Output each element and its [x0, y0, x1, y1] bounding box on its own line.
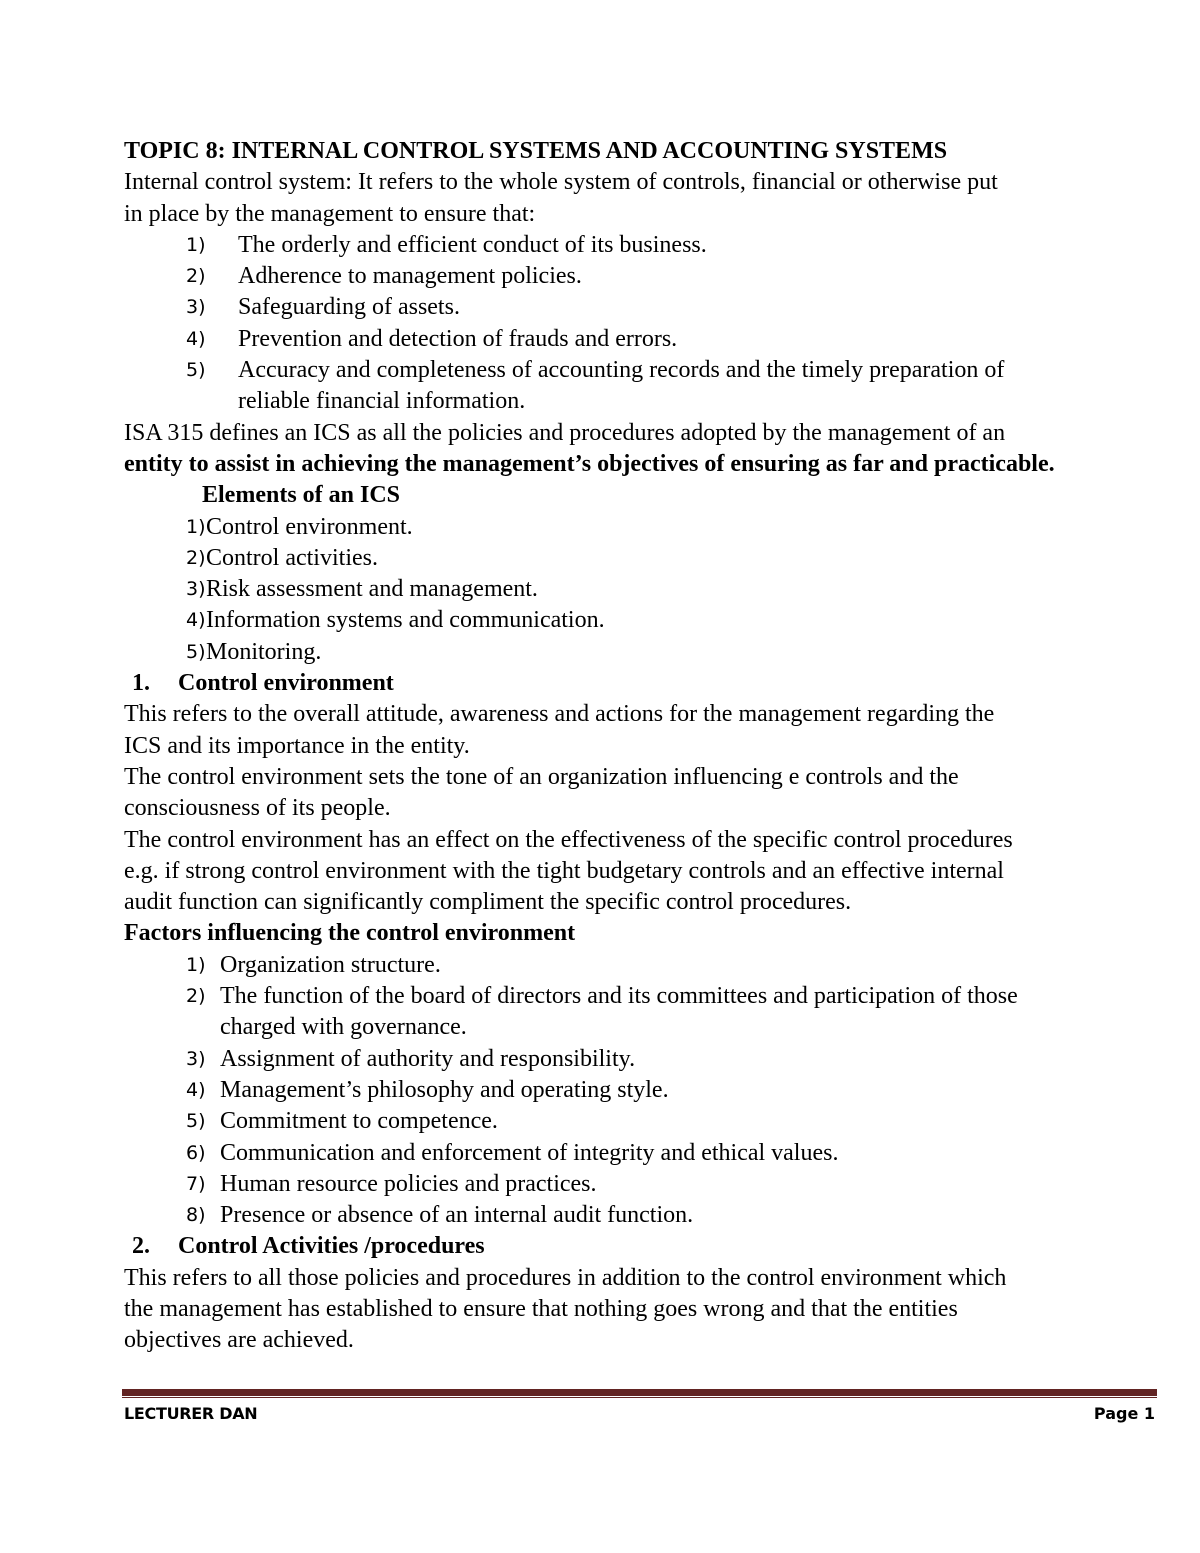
- section-1-heading: [124, 668, 1164, 699]
- isa-line-2: entity to assist in achieving the management’s objectives of ensuring as far and practicable.: [124, 450, 1055, 477]
- list-item-text: Risk assessment and management.: [206, 576, 538, 603]
- section-title: Control Activities /procedures: [178, 1233, 485, 1260]
- list-item-text: Prevention and detection of frauds and errors.: [238, 325, 678, 352]
- list-item-continuation: charged with governance.: [220, 1014, 467, 1041]
- list-number: 2): [186, 985, 206, 1008]
- list-item: [124, 355, 1164, 386]
- list-number: 2): [186, 546, 206, 569]
- list-number: 1): [186, 953, 206, 976]
- section-2-heading: [124, 1231, 1164, 1262]
- footer-page-number: Page 1: [1093, 1404, 1155, 1423]
- list-number: 5): [186, 640, 206, 663]
- footer-author: LECTURER DAN: [124, 1404, 258, 1423]
- paragraph-line: This refers to all those policies and procedures in addition to the control environment which: [124, 1264, 1007, 1291]
- list-item-text: Organization structure.: [220, 951, 441, 978]
- list-number: 2): [186, 265, 206, 288]
- list-item: [124, 1075, 1164, 1106]
- list-item: [124, 512, 1164, 543]
- paragraph-line: ICS and its importance in the entity.: [124, 732, 470, 759]
- section-number: 1.: [132, 670, 150, 697]
- list-number: 4): [186, 327, 206, 350]
- elements-list: [124, 512, 1164, 668]
- section-title: Control environment: [178, 670, 394, 697]
- paragraph-line: The control environment has an effect on the effectiveness of the specific control procedures: [124, 826, 1013, 853]
- list-number: 1): [186, 515, 206, 538]
- list-item-text: Information systems and communication.: [206, 607, 605, 634]
- list-item: [124, 261, 1164, 292]
- list-number: 3): [186, 1047, 206, 1070]
- list-item: [124, 1200, 1164, 1231]
- list-item-text: Monitoring.: [206, 638, 322, 665]
- list-number: 3): [186, 578, 206, 601]
- list-item: [124, 605, 1164, 636]
- list-item-text: Control activities.: [206, 544, 378, 571]
- paragraph-line: objectives are achieved.: [124, 1327, 354, 1354]
- list-item-text: The function of the board of directors and its committees and participation of those: [220, 983, 1018, 1010]
- list-number: 7): [186, 1172, 206, 1195]
- list-number: 5): [186, 359, 206, 382]
- list-item: [124, 1169, 1164, 1200]
- list-item: [124, 324, 1164, 355]
- paragraph-line: The control environment sets the tone of an organization influencing e controls and the: [124, 763, 959, 790]
- elements-heading: Elements of an ICS: [202, 482, 401, 509]
- list-number: 4): [186, 1078, 206, 1101]
- document-title: TOPIC 8: INTERNAL CONTROL SYSTEMS AND ACCOUNTING SYSTEMS: [124, 138, 948, 164]
- footer-rule-thin: [122, 1397, 1157, 1398]
- footer-rule: [122, 1389, 1157, 1396]
- list-item: [124, 981, 1164, 1012]
- paragraph-line: the management has established to ensure that nothing goes wrong and that the entities: [124, 1295, 958, 1322]
- paragraph-line: e.g. if strong control environment with the tight budgetary controls and an effective internal: [124, 857, 1004, 884]
- list-item: [124, 543, 1164, 574]
- paragraph-line: This refers to the overall attitude, awareness and actions for the management regarding the: [124, 701, 995, 728]
- list-number: 5): [186, 1110, 206, 1133]
- list-item-text: The orderly and efficient conduct of its business.: [238, 231, 707, 258]
- list-number: 6): [186, 1141, 206, 1164]
- list-item: [124, 637, 1164, 668]
- factors-list: [124, 950, 1164, 1232]
- intro-line-1: Internal control system: It refers to the whole system of controls, financial or otherwise put: [124, 169, 998, 196]
- list-item-text: Control environment.: [206, 513, 413, 540]
- list-item-text: Management’s philosophy and operating style.: [220, 1076, 669, 1103]
- list-item: [124, 1044, 1164, 1075]
- factors-heading: Factors influencing the control environment: [124, 920, 576, 947]
- list-item-text: Commitment to competence.: [220, 1108, 498, 1135]
- paragraph-line: audit function can significantly compliment the specific control procedures.: [124, 889, 852, 916]
- list-item: [124, 1138, 1164, 1169]
- document-page: [124, 136, 1164, 1357]
- list-item: [124, 950, 1164, 981]
- list-item: [124, 292, 1164, 323]
- list-item: [124, 230, 1164, 261]
- list-item-text: Presence or absence of an internal audit function.: [220, 1202, 694, 1229]
- list-number: 3): [186, 296, 206, 319]
- list-item-text: Accuracy and completeness of accounting records and the timely preparation of: [238, 357, 1005, 384]
- intro-line-2: in place by the management to ensure that:: [124, 200, 536, 227]
- list-item-continuation: reliable financial information.: [238, 388, 526, 415]
- list-item-text: Human resource policies and practices.: [220, 1170, 597, 1197]
- isa-line-1: ISA 315 defines an ICS as all the policies and procedures adopted by the management of an: [124, 419, 1006, 446]
- list-item-text: Communication and enforcement of integrity and ethical values.: [220, 1139, 839, 1166]
- list-item-text: Adherence to management policies.: [238, 263, 582, 290]
- list-item: [124, 1106, 1164, 1137]
- list-number: 4): [186, 609, 206, 632]
- paragraph-line: consciousness of its people.: [124, 795, 391, 822]
- list-item: [124, 574, 1164, 605]
- list-number: 8): [186, 1204, 206, 1227]
- purposes-list: [124, 230, 1164, 418]
- list-number: 1): [186, 233, 206, 256]
- section-number: 2.: [132, 1233, 150, 1260]
- list-item-text: Safeguarding of assets.: [238, 294, 460, 321]
- list-item-text: Assignment of authority and responsibility.: [220, 1045, 636, 1072]
